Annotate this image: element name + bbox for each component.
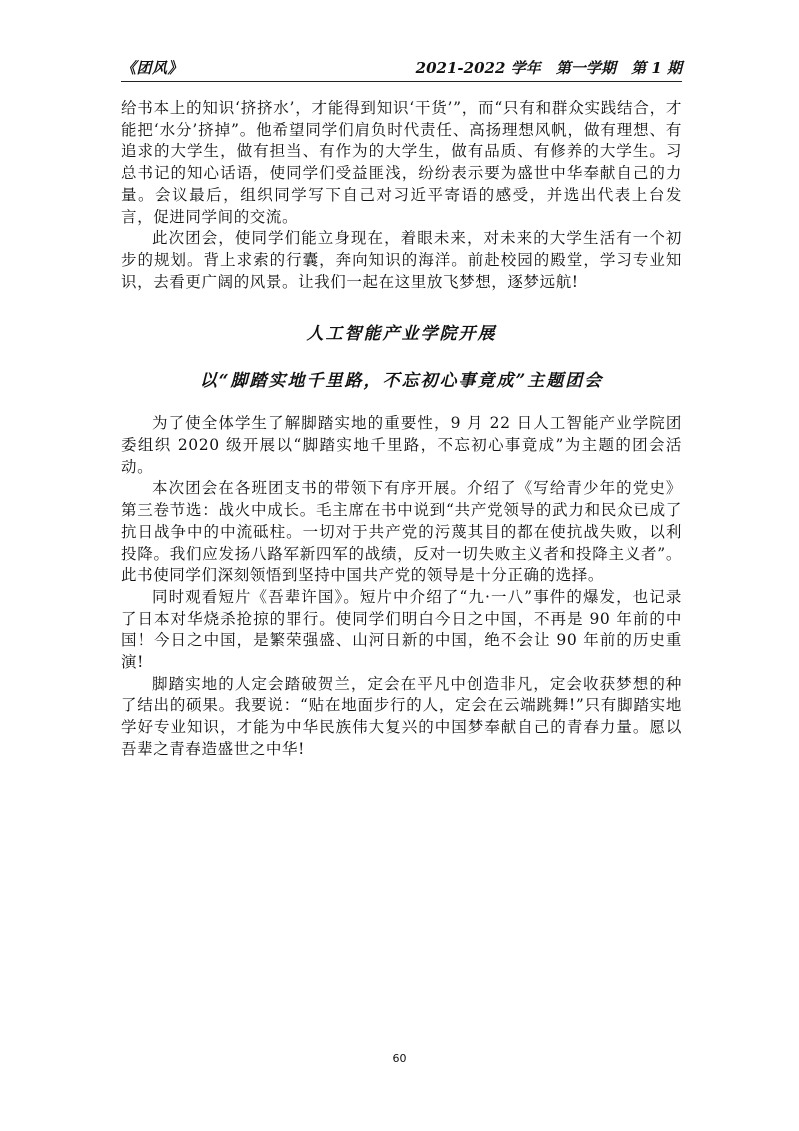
academic-year: 2021-2022 学年 xyxy=(415,59,541,77)
article2-title-line2: 以“脚踏实地千里路，不忘初心事竟成”主题团会 xyxy=(199,371,604,392)
article1-paragraph-2: 此次团会，使同学们能立身现在，着眼未来，对未来的大学生活有一个初步的规划。背上求索的行囊，奔向知识的海洋。前赴校园的殿堂，学习专业知识，去看更广阔的风景。让我们一起在这里放飞梦想，逐梦远航! xyxy=(121,229,682,291)
article2-paragraph-4: 脚踏实地的人定会踏破贺兰，定会在平凡中创造非凡，定会收获梦想的种了结出的硕果。我要说：“贴在地面步行的人，定会在云端跳舞!”只有脚踏实地学好专业知识，才能为中华民族伟大复兴的中国梦奉献自己的青春力量。愿以吾辈之青春造盛世之中华! xyxy=(121,674,682,758)
article2-paragraph-3: 同时观看短片《吾辈许国》。短片中介绍了“九·一八”事件的爆发，也记录了日本对华烧杀抢掠的罪行。使同学们明白今日之中国，不再是 90 年前的中国！今日之中国，是繁荣强盛、山河日新的中国，绝不会让 90 年前的历史重演! xyxy=(121,587,682,672)
article2-title-line1: 人工智能产业学院开展 xyxy=(306,324,497,345)
page-number: 60 xyxy=(392,1052,407,1065)
article1-paragraph-1: 给书本上的知识‘挤挤水’，才能得到知识‘干货’”，而“只有和群众实践结合，才能把‘水分’挤掉”。他希望同学们肩负时代责任、高扬理想风帆，做有理想、有追求的大学生，做有担当、有作为的大学生，做有品质、有修养的大学生。习总书记的知心话语，使同学们受益匪浅，纷纷表示要为盛世中华奉献自己的力量。会议最后，组织同学写下自己对习近平寄语的感受，并选出代表上台发言，促进同学间的交流。 xyxy=(121,99,682,226)
page-header xyxy=(121,57,682,82)
term: 第一学期 xyxy=(555,59,616,77)
journal-title: 《团风》 xyxy=(121,59,184,77)
issue-number: 第 1 期 xyxy=(631,59,682,77)
article2-paragraph-1: 为了使全体学生了解脚踏实地的重要性，9 月 22 日人工智能产业学院团委组织 2020 级开展以“脚踏实地千里路，不忘初心事竟成”为主题的团会活动。 xyxy=(121,414,682,476)
issue-info xyxy=(406,57,682,78)
article2-paragraph-2: 本次团会在各班团支书的带领下有序开展。介绍了《写给青少年的党史》第三卷节选：战火中成长。毛主席在书中说到“共产党领导的武力和民众已成了抗日战争中的中流砥柱。一切对于共产党的污蔑其目的都在使抗战失败，以利投降。我们应发扬八路军新四军的战绩，反对一切失败主义者和投降主义者”。此书使同学们深刻领悟到坚持中国共产党的领导是十分正确的选择。 xyxy=(121,479,682,585)
page-body xyxy=(121,98,682,761)
